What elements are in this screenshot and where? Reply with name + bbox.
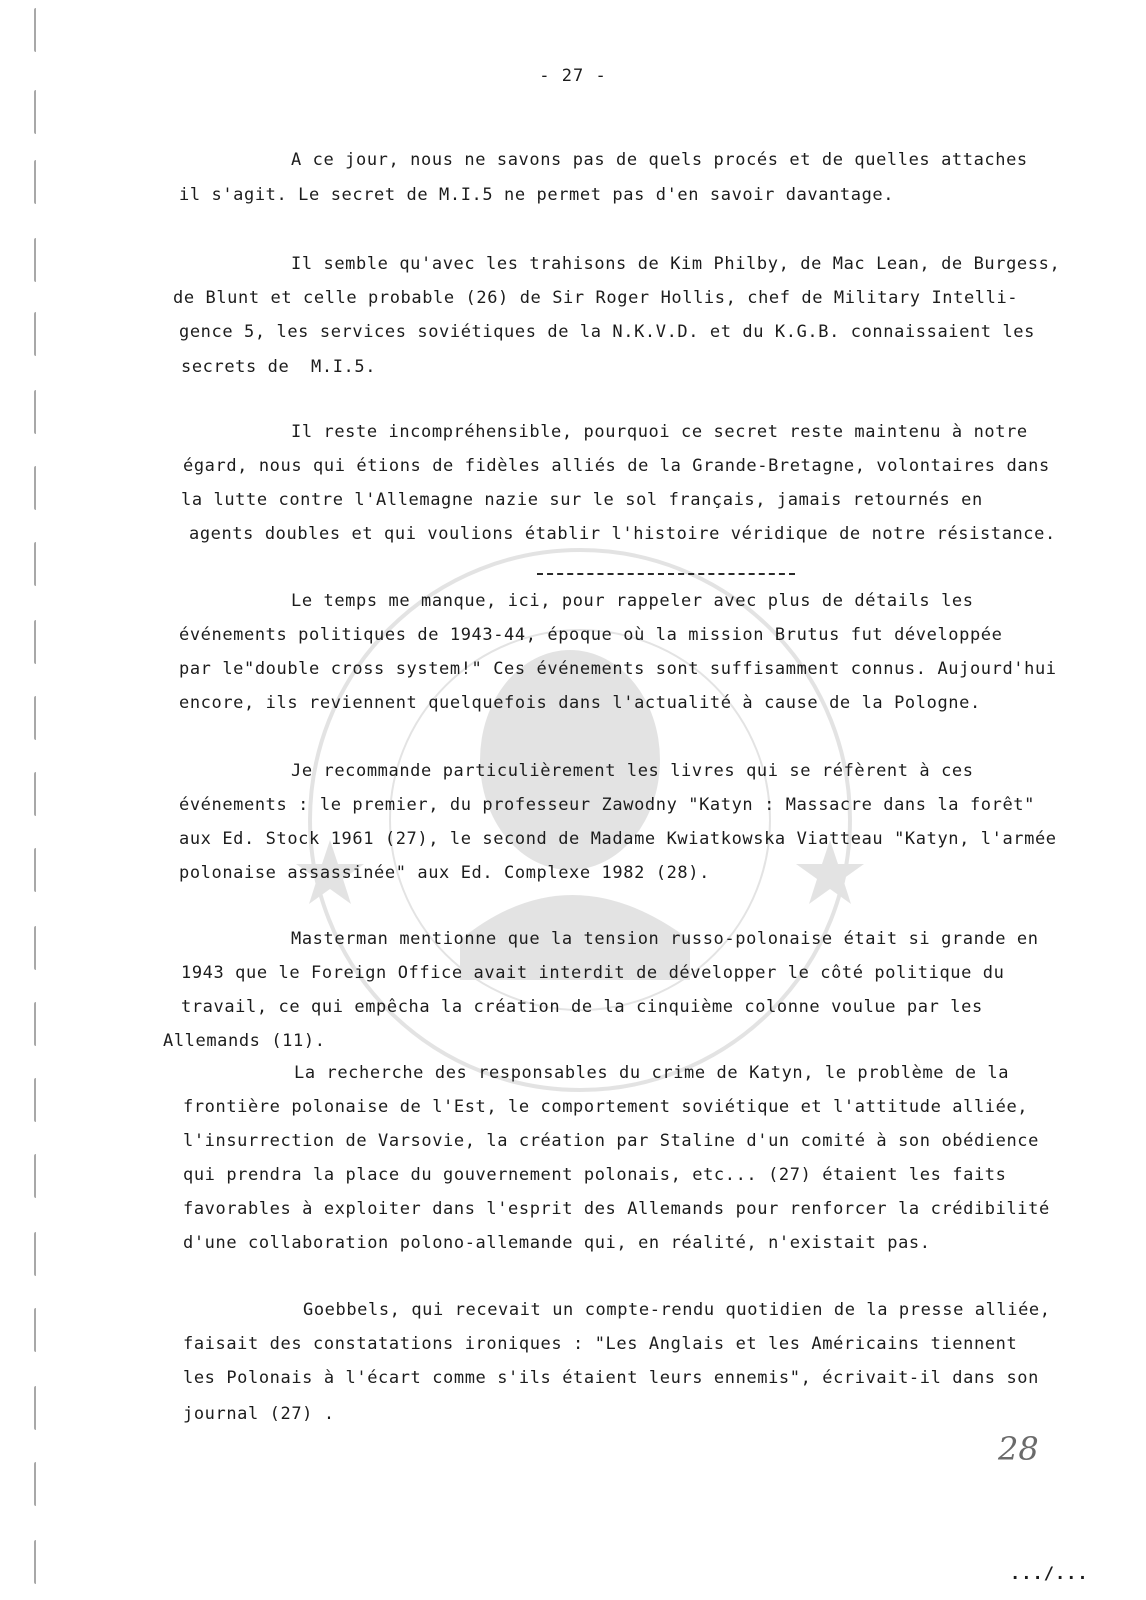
text-line: secrets de M.I.5. bbox=[181, 357, 377, 377]
binding-hole bbox=[34, 1386, 39, 1430]
section-separator bbox=[537, 573, 795, 575]
text-line: Masterman mentionne que la tension russo-polonaise était si grande en bbox=[291, 929, 1039, 949]
text-line: Il reste incompréhensible, pourquoi ce secret reste maintenu à notre bbox=[291, 422, 1028, 442]
text-line: de Blunt et celle probable (26) de Sir Roger Hollis, chef de Military Intelli- bbox=[173, 288, 1019, 308]
text-line: encore, ils reviennent quelquefois dans l'actualité à cause de la Pologne. bbox=[179, 693, 981, 713]
text-line: polonaise assassinée" aux Ed. Complexe 1982 (28). bbox=[179, 863, 710, 883]
text-line: par le"double cross system!" Ces événements sont suffisamment connus. Aujourd'hui bbox=[179, 659, 1057, 679]
binding-hole bbox=[34, 1154, 39, 1198]
binding-hole bbox=[34, 1462, 39, 1506]
binding-hole bbox=[34, 696, 39, 740]
page-number: - 27 - bbox=[539, 66, 607, 86]
text-line: agents doubles et qui voulions établir l'histoire véridique de notre résistance. bbox=[189, 524, 1056, 544]
continuation-marker: .../... bbox=[1010, 1564, 1089, 1584]
text-line: Il semble qu'avec les trahisons de Kim Philby, de Mac Lean, de Burgess, bbox=[291, 254, 1061, 274]
binding-holes bbox=[34, 0, 42, 1600]
text-line: 1943 que le Foreign Office avait interdit de développer le côté politique du bbox=[181, 963, 1005, 983]
text-line: journal (27) . bbox=[183, 1404, 335, 1424]
binding-hole bbox=[34, 238, 39, 282]
text-line: Goebbels, qui recevait un compte-rendu quotidien de la presse alliée, bbox=[303, 1300, 1051, 1320]
text-line: il s'agit. Le secret de M.I.5 ne permet pas d'en savoir davantage. bbox=[179, 185, 895, 205]
binding-hole bbox=[34, 848, 39, 892]
text-line: événements politiques de 1943-44, époque où la mission Brutus fut développée bbox=[179, 625, 1003, 645]
binding-hole bbox=[34, 1540, 39, 1584]
binding-hole bbox=[34, 8, 39, 52]
text-line: Je recommande particulièrement les livres qui se réfèrent à ces bbox=[291, 761, 974, 781]
binding-hole bbox=[34, 466, 39, 510]
binding-hole bbox=[34, 1002, 39, 1046]
binding-hole bbox=[34, 542, 39, 586]
text-line: aux Ed. Stock 1961 (27), le second de Madame Kwiatkowska Viatteau "Katyn, l'armée bbox=[179, 829, 1057, 849]
text-line: favorables à exploiter dans l'esprit des Allemands pour renforcer la crédibilité bbox=[183, 1199, 1050, 1219]
text-line: travail, ce qui empêcha la création de la cinquième colonne voulue par les bbox=[181, 997, 983, 1017]
binding-hole bbox=[34, 90, 39, 134]
binding-hole bbox=[34, 1078, 39, 1122]
text-line: frontière polonaise de l'Est, le comportement soviétique et l'attitude alliée, bbox=[183, 1097, 1029, 1117]
text-line: l'insurrection de Varsovie, la création par Staline d'un comité à son obédience bbox=[183, 1131, 1039, 1151]
text-line: Allemands (11). bbox=[163, 1031, 326, 1051]
text-line: qui prendra la place du gouvernement polonais, etc... (27) étaient les faits bbox=[183, 1165, 1007, 1185]
binding-hole bbox=[34, 772, 39, 816]
binding-hole bbox=[34, 1232, 39, 1276]
binding-hole bbox=[34, 390, 39, 434]
binding-hole bbox=[34, 620, 39, 664]
text-line: d'une collaboration polono-allemande qui, en réalité, n'existait pas. bbox=[183, 1233, 931, 1253]
binding-hole bbox=[34, 160, 39, 204]
text-line: les Polonais à l'écart comme s'ils étaient leurs ennemis", écrivait-il dans son bbox=[183, 1368, 1039, 1388]
binding-hole bbox=[34, 312, 39, 356]
handwritten-note: 28 bbox=[998, 1430, 1039, 1468]
text-line: La recherche des responsables du crime de Katyn, le problème de la bbox=[294, 1063, 1010, 1083]
text-line: Le temps me manque, ici, pour rappeler avec plus de détails les bbox=[291, 591, 974, 611]
text-line: égard, nous qui étions de fidèles alliés de la Grande-Bretagne, volontaires dans bbox=[183, 456, 1050, 476]
text-line: faisait des constatations ironiques : "Les Anglais et les Américains tiennent bbox=[183, 1334, 1018, 1354]
binding-hole bbox=[34, 1308, 39, 1352]
text-line: événements : le premier, du professeur Zawodny "Katyn : Massacre dans la forêt" bbox=[179, 795, 1035, 815]
text-line: gence 5, les services soviétiques de la N.K.V.D. et du K.G.B. connaissaient les bbox=[179, 322, 1035, 342]
binding-hole bbox=[34, 926, 39, 970]
text-line: la lutte contre l'Allemagne nazie sur le sol français, jamais retournés en bbox=[181, 490, 983, 510]
text-line: A ce jour, nous ne savons pas de quels procés et de quelles attaches bbox=[291, 150, 1028, 170]
